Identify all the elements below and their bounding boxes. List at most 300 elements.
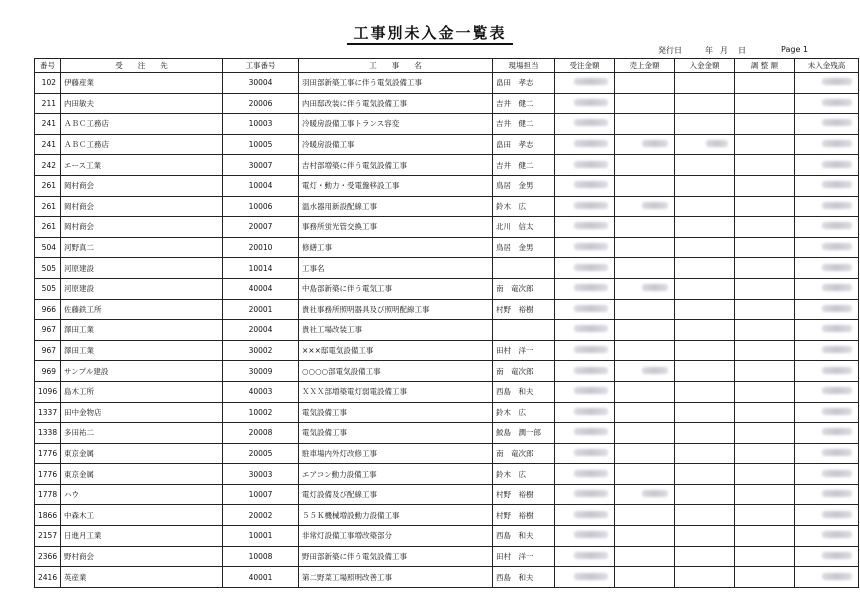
table-row: [35, 484, 859, 505]
redacted-amount: [574, 222, 608, 229]
row-number: 242: [35, 155, 61, 176]
table-row: [35, 361, 859, 382]
unpaid-balance: [795, 567, 859, 588]
sales-amount: [615, 464, 675, 485]
col-header: 調 整 額: [735, 59, 795, 73]
received-amount: [675, 93, 735, 114]
site-staff: [493, 320, 555, 341]
client-name: 岡村商会: [61, 196, 223, 217]
received-amount: [675, 278, 735, 299]
job-name: 冷暖房設備工事: [299, 134, 493, 155]
received-amount: [675, 381, 735, 402]
col-header: 工事番号: [223, 59, 299, 73]
received-amount: [675, 567, 735, 588]
table-row: [35, 567, 859, 588]
client-name: 田中金物店: [61, 402, 223, 423]
job-name: エアコン動力設備工事: [299, 464, 493, 485]
unpaid-balance: [795, 196, 859, 217]
adjustment-amount: [735, 299, 795, 320]
sales-amount: [615, 402, 675, 423]
received-amount: [675, 258, 735, 279]
sales-amount: [615, 381, 675, 402]
order-amount: [555, 278, 615, 299]
site-staff: 村野 裕樹: [493, 505, 555, 526]
unpaid-balance: [795, 402, 859, 423]
redacted-amount: [822, 552, 852, 559]
row-number: 211: [35, 93, 61, 114]
redacted-amount: [822, 284, 852, 291]
redacted-amount: [574, 552, 608, 559]
table-row: [35, 505, 859, 526]
job-number: 40001: [223, 567, 299, 588]
redacted-amount: [706, 140, 728, 147]
header-row: [35, 59, 859, 73]
col-header: 工 事 名: [299, 59, 493, 73]
site-staff: 鈴木 広: [493, 402, 555, 423]
received-amount: [675, 114, 735, 135]
sales-amount: [615, 505, 675, 526]
col-header: 受注金額: [555, 59, 615, 73]
sales-amount: [615, 73, 675, 94]
order-amount: [555, 114, 615, 135]
order-amount: [555, 155, 615, 176]
received-amount: [675, 320, 735, 341]
sales-amount: [615, 155, 675, 176]
job-name: 第二野菜工場照明改善工事: [299, 567, 493, 588]
client-name: サンプル建設: [61, 361, 223, 382]
job-number: 30003: [223, 464, 299, 485]
unpaid-balance: [795, 237, 859, 258]
table-row: [35, 464, 859, 485]
row-number: 102: [35, 73, 61, 94]
row-number: 241: [35, 134, 61, 155]
unpaid-balance: [795, 73, 859, 94]
job-number: 20010: [223, 237, 299, 258]
redacted-amount: [574, 161, 608, 168]
unpaid-balance: [795, 320, 859, 341]
adjustment-amount: [735, 464, 795, 485]
job-number: 10002: [223, 402, 299, 423]
redacted-amount: [574, 243, 608, 250]
job-name: 非常灯設備工事増改築部分: [299, 526, 493, 547]
adjustment-amount: [735, 217, 795, 238]
received-amount: [675, 484, 735, 505]
adjustment-amount: [735, 114, 795, 135]
adjustment-amount: [735, 340, 795, 361]
received-amount: [675, 237, 735, 258]
site-staff: 西島 和夫: [493, 381, 555, 402]
job-name: 修繕工事: [299, 237, 493, 258]
site-staff: 畠田 孝志: [493, 134, 555, 155]
received-amount: [675, 443, 735, 464]
job-number: 20001: [223, 299, 299, 320]
adjustment-amount: [735, 443, 795, 464]
row-number: 505: [35, 258, 61, 279]
order-amount: [555, 320, 615, 341]
table-row: [35, 320, 859, 341]
table-row: [35, 278, 859, 299]
adjustment-amount: [735, 320, 795, 341]
job-name: ○○○○部電気設備工事: [299, 361, 493, 382]
order-amount: [555, 381, 615, 402]
row-number: 505: [35, 278, 61, 299]
row-number: 1338: [35, 423, 61, 444]
redacted-amount: [574, 99, 608, 106]
received-amount: [675, 423, 735, 444]
redacted-amount: [574, 511, 608, 518]
redacted-amount: [574, 387, 608, 394]
unpaid-balance: [795, 258, 859, 279]
adjustment-amount: [735, 237, 795, 258]
job-number: 10005: [223, 134, 299, 155]
site-staff: [493, 258, 555, 279]
report-title: 工事別未入金一覧表: [347, 24, 512, 45]
redacted-amount: [822, 325, 852, 332]
job-name: 内田邸改装に伴う電気設備工事: [299, 93, 493, 114]
client-name: 多田祐二: [61, 423, 223, 444]
site-staff: 吉井 健二: [493, 114, 555, 135]
unpaid-balance: [795, 526, 859, 547]
table-row: [35, 196, 859, 217]
job-name: 中島部新築に伴う電気工事: [299, 278, 493, 299]
order-amount: [555, 93, 615, 114]
redacted-amount: [822, 408, 852, 415]
sales-amount: [615, 93, 675, 114]
client-name: 澤田工業: [61, 320, 223, 341]
job-number: 10006: [223, 196, 299, 217]
site-staff: 村野 裕樹: [493, 484, 555, 505]
row-number: 2416: [35, 567, 61, 588]
job-number: 10014: [223, 258, 299, 279]
unpaid-balance: [795, 546, 859, 567]
redacted-amount: [574, 305, 608, 312]
job-number: 40003: [223, 381, 299, 402]
adjustment-amount: [735, 484, 795, 505]
order-amount: [555, 217, 615, 238]
job-name: 温水器用新設配線工事: [299, 196, 493, 217]
unpaid-balance: [795, 361, 859, 382]
sales-amount: [615, 278, 675, 299]
adjustment-amount: [735, 278, 795, 299]
redacted-amount: [822, 305, 852, 312]
order-amount: [555, 73, 615, 94]
job-name: 電灯設備及び配線工事: [299, 484, 493, 505]
job-number: 40004: [223, 278, 299, 299]
row-number: 1337: [35, 402, 61, 423]
received-amount: [675, 175, 735, 196]
report-title-wrap: [0, 22, 860, 43]
redacted-amount: [574, 573, 608, 580]
sales-amount: [615, 340, 675, 361]
table-row: [35, 402, 859, 423]
redacted-amount: [574, 78, 608, 85]
sales-amount: [615, 526, 675, 547]
row-number: 967: [35, 340, 61, 361]
client-name: 東京金属: [61, 464, 223, 485]
row-number: 261: [35, 217, 61, 238]
table-row: [35, 175, 859, 196]
job-name: ×××邸電気設備工事: [299, 340, 493, 361]
table-row: [35, 114, 859, 135]
client-name: 日進月工業: [61, 526, 223, 547]
redacted-amount: [822, 181, 852, 188]
row-number: 241: [35, 114, 61, 135]
redacted-amount: [642, 140, 668, 147]
order-amount: [555, 464, 615, 485]
site-staff: 田村 洋一: [493, 340, 555, 361]
unpaid-balance: [795, 217, 859, 238]
redacted-amount: [574, 119, 608, 126]
received-amount: [675, 505, 735, 526]
received-amount: [675, 73, 735, 94]
row-number: 1778: [35, 484, 61, 505]
job-number: 20004: [223, 320, 299, 341]
redacted-amount: [822, 428, 852, 435]
adjustment-amount: [735, 73, 795, 94]
job-number: 10003: [223, 114, 299, 135]
redacted-amount: [822, 78, 852, 85]
redacted-amount: [822, 243, 852, 250]
row-number: 2366: [35, 546, 61, 567]
client-name: 英産業: [61, 567, 223, 588]
col-header: 売上金額: [615, 59, 675, 73]
received-amount: [675, 464, 735, 485]
job-name: 冷暖房設備工事トランス容変: [299, 114, 493, 135]
job-name: 羽田部新築工事に伴う電気設備工事: [299, 73, 493, 94]
adjustment-amount: [735, 196, 795, 217]
redacted-amount: [822, 140, 852, 147]
site-staff: 田村 洋一: [493, 546, 555, 567]
redacted-amount: [822, 99, 852, 106]
order-amount: [555, 505, 615, 526]
site-staff: 南 竜次郎: [493, 443, 555, 464]
redacted-amount: [642, 284, 668, 291]
client-name: 野村商会: [61, 546, 223, 567]
client-name: 河原建設: [61, 278, 223, 299]
received-amount: [675, 196, 735, 217]
issue-date-label: 発行日: [658, 46, 682, 55]
order-amount: [555, 402, 615, 423]
order-amount: [555, 258, 615, 279]
unpaid-balance: [795, 299, 859, 320]
redacted-amount: [574, 284, 608, 291]
site-staff: 北川 信太: [493, 217, 555, 238]
job-name: 工事名: [299, 258, 493, 279]
redacted-amount: [822, 346, 852, 353]
sales-amount: [615, 175, 675, 196]
job-name: 貴社工場改装工事: [299, 320, 493, 341]
sales-amount: [615, 546, 675, 567]
sales-amount: [615, 299, 675, 320]
job-name: ５５Ｋ機械増設動力設備工事: [299, 505, 493, 526]
sales-amount: [615, 196, 675, 217]
received-amount: [675, 155, 735, 176]
redacted-amount: [822, 573, 852, 580]
site-staff: 南 竜次郎: [493, 278, 555, 299]
redacted-amount: [574, 325, 608, 332]
job-number: 30009: [223, 361, 299, 382]
unpaid-balance: [795, 443, 859, 464]
redacted-amount: [822, 161, 852, 168]
unpaid-balance: [795, 114, 859, 135]
table-row: [35, 93, 859, 114]
table-row: [35, 526, 859, 547]
job-name: ＸＸＸ部増築電灯弱電設備工事: [299, 381, 493, 402]
sales-amount: [615, 423, 675, 444]
client-name: ＡＢＣ工務店: [61, 134, 223, 155]
table-row: [35, 423, 859, 444]
row-number: 1096: [35, 381, 61, 402]
redacted-amount: [642, 202, 668, 209]
sales-amount: [615, 361, 675, 382]
client-name: 河野真二: [61, 237, 223, 258]
order-amount: [555, 175, 615, 196]
job-number: 30002: [223, 340, 299, 361]
received-amount: [675, 526, 735, 547]
adjustment-amount: [735, 134, 795, 155]
row-number: 1776: [35, 443, 61, 464]
client-name: エース工業: [61, 155, 223, 176]
order-amount: [555, 546, 615, 567]
table-row: [35, 381, 859, 402]
received-amount: [675, 361, 735, 382]
adjustment-amount: [735, 505, 795, 526]
job-name: 駐車場内外灯改修工事: [299, 443, 493, 464]
site-staff: 鳥居 金男: [493, 175, 555, 196]
table-row: [35, 340, 859, 361]
job-number: 20007: [223, 217, 299, 238]
client-name: 内田敏夫: [61, 93, 223, 114]
site-staff: 畠田 孝志: [493, 73, 555, 94]
unpaid-balance: [795, 93, 859, 114]
redacted-amount: [822, 202, 852, 209]
unpaid-balance: [795, 134, 859, 155]
unpaid-balance: [795, 464, 859, 485]
redacted-amount: [822, 470, 852, 477]
unpaid-balance: [795, 278, 859, 299]
received-amount: [675, 546, 735, 567]
client-name: 岡村商会: [61, 175, 223, 196]
client-name: ハウ: [61, 484, 223, 505]
unpaid-balance: [795, 484, 859, 505]
job-number: 20002: [223, 505, 299, 526]
job-number: 20008: [223, 423, 299, 444]
table-row: [35, 299, 859, 320]
order-amount: [555, 299, 615, 320]
job-name: 事務所蛍光管交換工事: [299, 217, 493, 238]
redacted-amount: [574, 428, 608, 435]
redacted-amount: [574, 202, 608, 209]
order-amount: [555, 526, 615, 547]
page-number: Page 1: [781, 45, 808, 54]
col-header: 受 注 先: [61, 59, 223, 73]
client-name: 伊藤産業: [61, 73, 223, 94]
sales-amount: [615, 320, 675, 341]
table-row: [35, 237, 859, 258]
unpaid-balance: [795, 155, 859, 176]
job-number: 30004: [223, 73, 299, 94]
adjustment-amount: [735, 258, 795, 279]
table-row: [35, 134, 859, 155]
unpaid-balance: [795, 505, 859, 526]
row-number: 1866: [35, 505, 61, 526]
redacted-amount: [574, 449, 608, 456]
order-amount: [555, 196, 615, 217]
order-amount: [555, 237, 615, 258]
job-number: 20005: [223, 443, 299, 464]
redacted-amount: [574, 181, 608, 188]
col-header: 入金金額: [675, 59, 735, 73]
col-header: 番号: [35, 59, 61, 73]
received-amount: [675, 340, 735, 361]
client-name: 東京金属: [61, 443, 223, 464]
order-amount: [555, 443, 615, 464]
job-number: 10001: [223, 526, 299, 547]
sales-amount: [615, 484, 675, 505]
adjustment-amount: [735, 93, 795, 114]
job-name: 電気設備工事: [299, 423, 493, 444]
adjustment-amount: [735, 155, 795, 176]
site-staff: 吉井 健二: [493, 155, 555, 176]
redacted-amount: [822, 222, 852, 229]
unpaid-list-table: [34, 58, 859, 588]
adjustment-amount: [735, 546, 795, 567]
job-name: 電灯・動力・受電盤移設工事: [299, 175, 493, 196]
job-number: 10004: [223, 175, 299, 196]
site-staff: 鮫島 潤一郎: [493, 423, 555, 444]
redacted-amount: [574, 531, 608, 538]
job-number: 10008: [223, 546, 299, 567]
unpaid-balance: [795, 175, 859, 196]
redacted-amount: [574, 367, 608, 374]
sales-amount: [615, 443, 675, 464]
site-staff: 村野 裕樹: [493, 299, 555, 320]
order-amount: [555, 484, 615, 505]
table-row: [35, 73, 859, 94]
adjustment-amount: [735, 175, 795, 196]
redacted-amount: [642, 367, 668, 374]
order-amount: [555, 340, 615, 361]
redacted-amount: [574, 470, 608, 477]
site-staff: 吉井 健二: [493, 93, 555, 114]
sales-amount: [615, 114, 675, 135]
redacted-amount: [822, 367, 852, 374]
redacted-amount: [574, 490, 608, 497]
sales-amount: [615, 134, 675, 155]
redacted-amount: [822, 387, 852, 394]
redacted-amount: [574, 264, 608, 271]
order-amount: [555, 423, 615, 444]
client-name: ＡＢＣ工務店: [61, 114, 223, 135]
row-number: 2157: [35, 526, 61, 547]
col-header: 未入金残高: [795, 59, 859, 73]
site-staff: 西島 和夫: [493, 567, 555, 588]
client-name: 河原建設: [61, 258, 223, 279]
row-number: 504: [35, 237, 61, 258]
issue-day-label: 日: [738, 46, 746, 55]
row-number: 966: [35, 299, 61, 320]
site-staff: 西島 和夫: [493, 526, 555, 547]
site-staff: 鈴木 広: [493, 464, 555, 485]
row-number: 1776: [35, 464, 61, 485]
redacted-amount: [642, 490, 668, 497]
sales-amount: [615, 567, 675, 588]
received-amount: [675, 134, 735, 155]
redacted-amount: [574, 140, 608, 147]
order-amount: [555, 134, 615, 155]
adjustment-amount: [735, 423, 795, 444]
site-staff: 鈴木 広: [493, 196, 555, 217]
